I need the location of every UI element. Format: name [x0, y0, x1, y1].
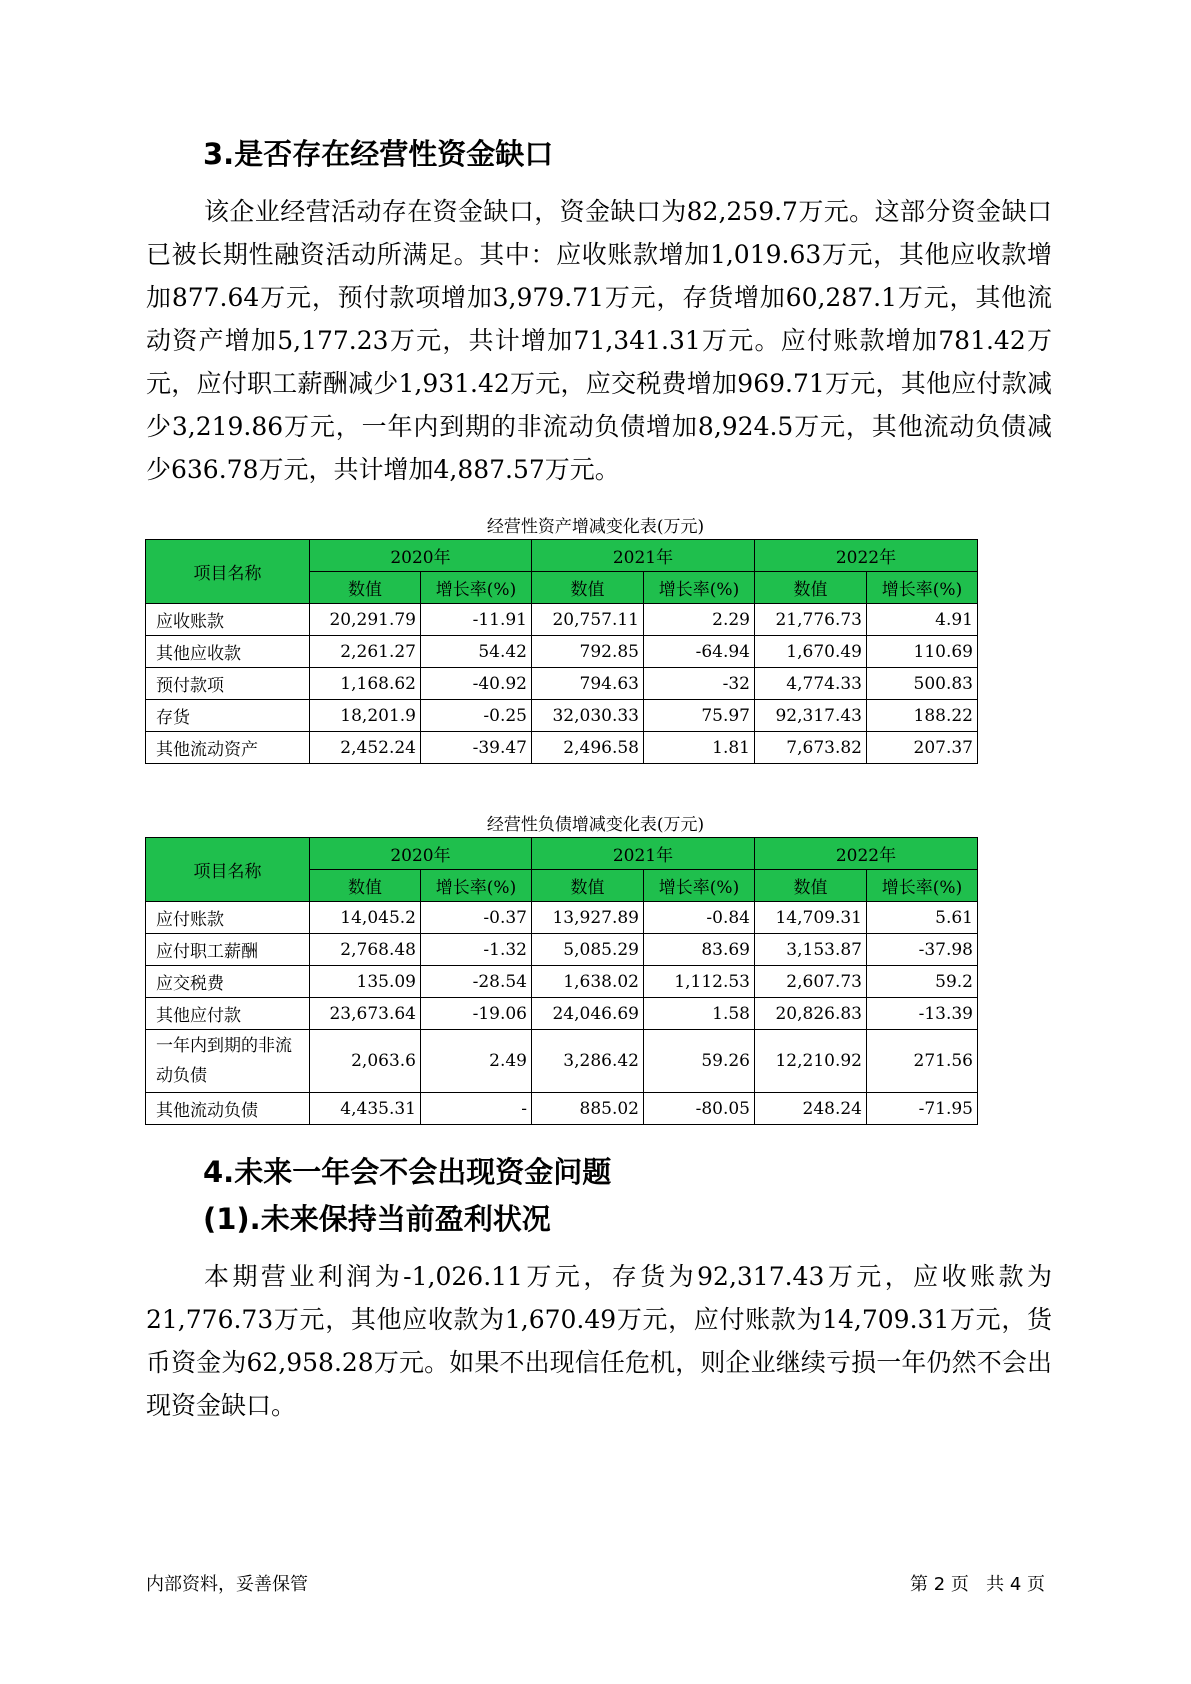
row-item-name: 应交税费 — [146, 966, 310, 998]
row-item-name: 应付职工薪酬 — [146, 934, 310, 966]
liabilities-table — [145, 837, 978, 1125]
year-header: 2021年 — [532, 838, 755, 870]
table-row — [146, 1030, 978, 1093]
value-cell: 14,045.2 — [310, 902, 421, 934]
table-row — [146, 966, 978, 998]
value-cell: 20,291.79 — [310, 604, 421, 636]
growth-rate-cell: -0.84 — [644, 902, 755, 934]
growth-rate-cell: 59.26 — [644, 1030, 755, 1093]
row-item-name: 其他应付款 — [146, 998, 310, 1030]
year-header: 2021年 — [532, 540, 755, 572]
value-cell: 2,607.73 — [755, 966, 867, 998]
growth-rate-cell: -0.37 — [421, 902, 532, 934]
section4-heading: 4.未来一年会不会出现资金问题 — [203, 1155, 612, 1189]
value-cell: 12,210.92 — [755, 1030, 867, 1093]
value-cell: 13,927.89 — [532, 902, 644, 934]
value-cell: 18,201.9 — [310, 700, 421, 732]
growth-rate-cell: 2.29 — [644, 604, 755, 636]
table-row — [146, 700, 978, 732]
value-cell: 2,261.27 — [310, 636, 421, 668]
growth-rate-header: 增长率(%) — [644, 572, 755, 604]
value-cell: 794.63 — [532, 668, 644, 700]
value-cell: 2,063.6 — [310, 1030, 421, 1093]
section3-paragraph: 该企业经营活动存在资金缺口，资金缺口为82,259.7万元。这部分资金缺口已被长期性融资活动所满足。其中：应收账款增加1,019.63万元，其他应收款增加877.64万元，预付款项增加3,979.71万元，存货增加60,287.1万元，其他流动资产增加5,177.23万元，共计增加71,341.31万元。应付账款增加781.42万元，应付职工薪酬减少1,931.42万元，应交税费增加969.71万元，其他应付款减少3,219.86万元，一年内到期的非流动负债增加8,924.5万元，其他流动负债减少636.78万元，共计增加4,887.57万元。 — [146, 197, 1052, 484]
value-header: 数值 — [755, 572, 867, 604]
row-item-name: 其他应收款 — [146, 636, 310, 668]
growth-rate-header: 增长率(%) — [867, 572, 978, 604]
table-row — [146, 732, 978, 764]
value-cell: 1,638.02 — [532, 966, 644, 998]
footer-confidential-note: 内部资料，妥善保管 — [146, 1574, 308, 1595]
growth-rate-cell: 5.61 — [867, 902, 978, 934]
section3-heading: 3.是否存在经营性资金缺口 — [203, 137, 554, 171]
value-cell: 5,085.29 — [532, 934, 644, 966]
section4-subheading: (1).未来保持当前盈利状况 — [203, 1202, 551, 1236]
table-row — [146, 636, 978, 668]
growth-rate-cell: -13.39 — [867, 998, 978, 1030]
value-cell: 3,286.42 — [532, 1030, 644, 1093]
table-row — [146, 934, 978, 966]
item-name-header: 项目名称 — [146, 838, 310, 902]
growth-rate-header: 增长率(%) — [644, 870, 755, 902]
growth-rate-cell: -32 — [644, 668, 755, 700]
value-cell: 20,757.11 — [532, 604, 644, 636]
growth-rate-cell: 207.37 — [867, 732, 978, 764]
assets-table — [145, 539, 978, 764]
year-header: 2022年 — [755, 540, 978, 572]
growth-rate-cell: 1,112.53 — [644, 966, 755, 998]
growth-rate-cell: 271.56 — [867, 1030, 978, 1093]
row-item-name: 预付款项 — [146, 668, 310, 700]
value-cell: 3,153.87 — [755, 934, 867, 966]
row-item-name: 应付账款 — [146, 902, 310, 934]
assets-table-caption: 经营性资产增减变化表(万元) — [486, 517, 705, 537]
value-cell: 792.85 — [532, 636, 644, 668]
value-cell: 4,435.31 — [310, 1093, 421, 1125]
growth-rate-cell: 500.83 — [867, 668, 978, 700]
growth-rate-cell: 110.69 — [867, 636, 978, 668]
value-cell: 4,774.33 — [755, 668, 867, 700]
value-cell: 248.24 — [755, 1093, 867, 1125]
value-header: 数值 — [532, 572, 644, 604]
value-cell: 24,046.69 — [532, 998, 644, 1030]
growth-rate-cell: -0.25 — [421, 700, 532, 732]
value-cell: 14,709.31 — [755, 902, 867, 934]
table-row — [146, 998, 978, 1030]
growth-rate-cell: -71.95 — [867, 1093, 978, 1125]
row-item-name: 一年内到期的非流动负债 — [146, 1030, 310, 1093]
growth-rate-cell: -40.92 — [421, 668, 532, 700]
value-header: 数值 — [310, 870, 421, 902]
growth-rate-cell: -19.06 — [421, 998, 532, 1030]
growth-rate-cell: 4.91 — [867, 604, 978, 636]
growth-rate-cell: 2.49 — [421, 1030, 532, 1093]
liabilities-table-caption: 经营性负债增减变化表(万元) — [486, 815, 705, 835]
table-row — [146, 604, 978, 636]
value-cell: 2,768.48 — [310, 934, 421, 966]
value-header: 数值 — [310, 572, 421, 604]
value-header: 数值 — [532, 870, 644, 902]
value-cell: 2,496.58 — [532, 732, 644, 764]
value-cell: 1,168.62 — [310, 668, 421, 700]
year-header: 2022年 — [755, 838, 978, 870]
row-item-name: 存货 — [146, 700, 310, 732]
growth-rate-header: 增长率(%) — [421, 572, 532, 604]
growth-rate-cell: 1.58 — [644, 998, 755, 1030]
value-cell: 135.09 — [310, 966, 421, 998]
value-cell: 2,452.24 — [310, 732, 421, 764]
year-header: 2020年 — [310, 838, 532, 870]
value-cell: 7,673.82 — [755, 732, 867, 764]
value-cell: 92,317.43 — [755, 700, 867, 732]
year-header: 2020年 — [310, 540, 532, 572]
table-row — [146, 902, 978, 934]
value-cell: 23,673.64 — [310, 998, 421, 1030]
item-name-header: 项目名称 — [146, 540, 310, 604]
growth-rate-cell: -64.94 — [644, 636, 755, 668]
section4-paragraph: 本期营业利润为-1,026.11万元，存货为92,317.43万元，应收账款为21,776.73万元，其他应收款为1,670.49万元，应付账款为14,709.31万元，货币资金为62,958.28万元。如果不出现信任危机，则企业继续亏损一年仍然不会出现资金缺口。 — [146, 1262, 1052, 1420]
row-item-name: 其他流动负债 — [146, 1093, 310, 1125]
value-cell: 32,030.33 — [532, 700, 644, 732]
table-row — [146, 668, 978, 700]
value-header: 数值 — [755, 870, 867, 902]
value-cell: 20,826.83 — [755, 998, 867, 1030]
row-item-name: 应收账款 — [146, 604, 310, 636]
growth-rate-cell: 75.97 — [644, 700, 755, 732]
value-cell: 21,776.73 — [755, 604, 867, 636]
growth-rate-cell: -28.54 — [421, 966, 532, 998]
growth-rate-cell: 188.22 — [867, 700, 978, 732]
value-cell: 1,670.49 — [755, 636, 867, 668]
value-cell: 885.02 — [532, 1093, 644, 1125]
growth-rate-cell: 83.69 — [644, 934, 755, 966]
growth-rate-cell: -80.05 — [644, 1093, 755, 1125]
growth-rate-cell: -11.91 — [421, 604, 532, 636]
growth-rate-cell: -39.47 — [421, 732, 532, 764]
growth-rate-cell: 54.42 — [421, 636, 532, 668]
growth-rate-cell: -1.32 — [421, 934, 532, 966]
growth-rate-header: 增长率(%) — [867, 870, 978, 902]
growth-rate-cell: 1.81 — [644, 732, 755, 764]
growth-rate-header: 增长率(%) — [421, 870, 532, 902]
row-item-name: 其他流动资产 — [146, 732, 310, 764]
growth-rate-cell: 59.2 — [867, 966, 978, 998]
table-row — [146, 1093, 978, 1125]
footer-page-number: 第 2 页 共 4 页 — [910, 1574, 1045, 1595]
growth-rate-cell: -37.98 — [867, 934, 978, 966]
growth-rate-cell: - — [421, 1093, 532, 1125]
